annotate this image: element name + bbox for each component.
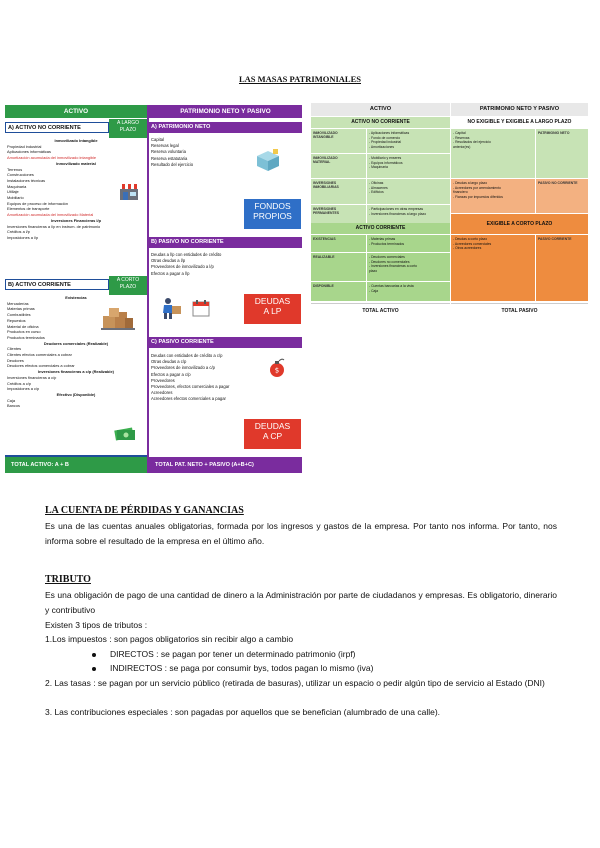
list-item: Inversiones financieras a c/p xyxy=(7,374,57,380)
tag-corto-line2: PLAZO xyxy=(119,283,137,290)
table-row-label-line: INMOVILIZADO xyxy=(313,131,338,135)
table-item: - Participaciones en otras empresas xyxy=(369,207,424,211)
bullet-directos xyxy=(92,647,356,662)
list-item: Reserva voluntaria xyxy=(151,149,186,155)
table-item: - Capital xyxy=(453,131,466,135)
table-item: - Cuentas bancarias a la vista xyxy=(369,284,414,288)
list-item: Créditos a c/p xyxy=(7,380,32,386)
list-item: Terrenos xyxy=(7,166,23,172)
total-activo: TOTAL ACTIVO: A + B xyxy=(5,457,147,473)
list-item: Mobiliario xyxy=(7,195,24,201)
list-item: Amortización acumulada del inmovilizado Material xyxy=(7,212,94,218)
table-nexig-header: NO EXIGIBLE Y EXIGIBLE A LARGO PLAZO xyxy=(451,117,588,128)
bullet-indirectos-text: INDIRECTOS : se paga por consumir bys, todos pagan lo mismo (iva) xyxy=(110,663,374,673)
list-item: Instalaciones técnicas xyxy=(7,177,46,183)
list-item: Efectos a pagar a l/p xyxy=(151,270,190,276)
table-item: anterior(es) xyxy=(453,144,471,149)
boxes-icon xyxy=(101,306,135,332)
heading-cuenta-pyg: LA CUENTA DE PÉRDIDAS Y GANANCIAS xyxy=(45,505,244,516)
table-item: - Productos terminados xyxy=(369,241,405,246)
list-item: Construcciones xyxy=(7,172,34,178)
masas-table xyxy=(311,103,588,319)
table-row-label xyxy=(311,179,366,204)
bullet-dot xyxy=(92,653,96,657)
table-item: - Equipos informáticos xyxy=(369,160,403,165)
list-item: Resultado del ejercicio xyxy=(151,161,194,167)
table-item: - Almacenes xyxy=(369,185,388,190)
table-row-label-line: INTANGIBLE xyxy=(313,135,334,140)
list-item: Imposiciones a c/p xyxy=(7,386,40,392)
ac-title: B) ACTIVO CORRIENTE xyxy=(5,279,109,290)
list-item: Deudas con entidades de crédito a c/p xyxy=(151,353,223,358)
table-item: - Deudores comerciales xyxy=(369,255,405,259)
table-row-items xyxy=(367,154,450,178)
pc-title: C) PASIVO CORRIENTE xyxy=(149,337,302,348)
table-row-items xyxy=(367,179,450,204)
table-pn-label: PATRIMONIO NETO xyxy=(536,129,588,178)
money-icon xyxy=(113,426,137,442)
tag-largo-line2: PLAZO xyxy=(119,126,137,133)
table-pc-label: PASIVO CORRIENTE xyxy=(536,235,588,301)
table-row-items xyxy=(367,253,450,281)
list-item: Maquinaria xyxy=(7,183,27,189)
table-pc-items xyxy=(451,235,535,301)
paragraph-cuenta-pyg: Es una de las cuentas anuales obligatorias, formada por los ingresos y gastos de la empresa. Por tanto nos informa. Por tanto, nos informa sobre el resultado de la empresa en el último año. xyxy=(45,521,557,546)
table-row-items xyxy=(367,129,450,153)
list-item: Repuestos xyxy=(7,317,26,323)
table-row-label xyxy=(311,235,366,252)
table-item: financiero xyxy=(453,190,468,195)
list-item: Mercaderías xyxy=(7,300,29,306)
pn-title: A) PATRIMONIO NETO xyxy=(149,122,302,133)
deudas-cp-box xyxy=(244,419,301,449)
list-item: Proveedores de inmovilizado a c/p xyxy=(151,365,216,371)
pnc-title: B) PASIVO NO CORRIENTE xyxy=(149,237,302,248)
table-row-label xyxy=(311,253,366,281)
deudas-cp-line2: A CP xyxy=(262,431,283,441)
table-item: - Acreedores por arrendamiento xyxy=(453,185,501,190)
table-item: - Fianzas por impuestos diferidos xyxy=(453,194,503,199)
table-ac-header: ACTIVO CORRIENTE xyxy=(311,223,450,234)
table-row-label-line: INVERSIONES xyxy=(313,207,337,211)
list-item: Otras deudas a l/p xyxy=(151,258,186,264)
list-heading: Existencias xyxy=(65,295,87,300)
table-pnc-items xyxy=(451,179,535,213)
list-item: Proveedores xyxy=(151,377,175,383)
list-item: Amortización acumulada del inmovilizado intangible xyxy=(7,155,97,161)
deudas-lp-line2: A LP xyxy=(263,306,282,316)
table-item: - Mobiliario y enseres xyxy=(369,156,402,160)
list-item: Deudas a l/p con entidades de crédito xyxy=(151,252,222,257)
list-item: Aplicaciones informáticas xyxy=(7,149,51,155)
bullet-directos-text: DIRECTOS : se pagan por tener un determinado patrimonio (irpf) xyxy=(110,649,356,659)
masas-infographic xyxy=(5,105,302,473)
table-row-items xyxy=(367,282,450,301)
table-row-label-line: PERMANENTES xyxy=(313,211,339,216)
bullet-dot xyxy=(92,667,96,671)
table-item: - Reservas xyxy=(453,135,470,140)
list-item: Material de oficina xyxy=(7,323,39,329)
list-heading: Inmovilizado Intangible xyxy=(54,138,98,143)
list-item: Utillaje xyxy=(7,189,19,195)
list-item: Proveedores de inmovilizado a l/p xyxy=(151,264,214,270)
pnc-list xyxy=(151,252,301,277)
table-row-label xyxy=(311,282,366,301)
tag-largo-plazo xyxy=(109,119,147,138)
list-item: Bancos xyxy=(7,403,20,409)
list-item: Elementos de transporte xyxy=(7,206,50,212)
list-item: Productos en curso xyxy=(7,329,41,335)
list-heading: Inversiones Financieras l/p xyxy=(51,217,101,223)
table-item: - Otros acreedores xyxy=(453,246,482,251)
anc-title: A) ACTIVO NO CORRIENTE xyxy=(5,122,109,133)
table-pn-items xyxy=(451,129,535,178)
list-item: Caja xyxy=(7,397,16,403)
table-row-label xyxy=(311,205,366,225)
table-item: - Fondo de comercio xyxy=(369,135,401,140)
pn-list xyxy=(151,137,247,168)
total-pasivo: TOTAL PAT. NETO + PASIVO (A+B+C) xyxy=(149,457,302,473)
line-impuestos: 1.Los impuestos : son pagos obligatorios sin recibir algo a cambio xyxy=(45,634,294,644)
list-item: Otras deudas a c/p xyxy=(151,359,187,365)
list-item: Combustibles xyxy=(7,312,31,318)
table-header-activo: ACTIVO xyxy=(311,103,450,116)
table-item: - Deudas a corto plazo xyxy=(453,237,488,241)
pasivo-header: PATRIMONIO NETO Y PASIVO xyxy=(149,105,302,118)
table-header-pasivo: PATRIMONIO NETO Y PASIVO xyxy=(451,103,588,116)
calendar-icon xyxy=(192,299,210,317)
deudas-lp-box xyxy=(244,294,301,324)
table-row-label-line: MATERIAL xyxy=(313,160,331,165)
list-item: Imposiciones a l/p xyxy=(7,234,39,240)
list-item: Acreedores efectos comerciales a pagar xyxy=(151,396,226,402)
deudas-lp-line1: DEUDAS xyxy=(254,296,291,306)
list-item: Clientes xyxy=(7,346,22,352)
table-item: - Materias primas xyxy=(369,237,396,241)
table-row-label-line: EXISTENCIAS xyxy=(313,237,336,241)
tag-corto-line1: A CORTO xyxy=(116,277,140,283)
person-carrying-icon xyxy=(158,297,182,319)
table-item: - Caja xyxy=(369,288,379,293)
table-item: - Resultados del ejercicio xyxy=(453,140,491,145)
paragraph-tributo: Es una obligación de pago de una cantidad de dinero a la Administración por parte de ciudadanos y empresas. Es obligatorio, dinerario y contributivo xyxy=(45,590,557,615)
table-item: - Propiedad industrial xyxy=(369,140,402,145)
svg-text:$: $ xyxy=(274,366,280,375)
fondos-line1: FONDOS xyxy=(254,201,291,211)
bomb-icon xyxy=(267,357,287,379)
list-item: Deudores xyxy=(7,357,24,363)
tag-corto-plazo xyxy=(109,276,147,295)
table-item: - Amortizaciones xyxy=(369,144,395,149)
list-item: Reservas legal xyxy=(151,143,179,149)
list-item: Acreedores xyxy=(151,390,173,396)
deudas-cp-line1: DEUDAS xyxy=(254,421,291,431)
list-item: Clientes efectos comerciales a cobrar xyxy=(7,352,72,358)
list-heading: Deudores comerciales (Realizable) xyxy=(43,340,109,346)
heading-tributo: TRIBUTO xyxy=(45,574,91,585)
fondos-line2: PROPIOS xyxy=(253,211,292,221)
table-row-label-line: INMOVILIZADO xyxy=(313,156,338,160)
table-row-label xyxy=(311,154,366,178)
column-divider xyxy=(147,105,149,473)
list-item: Proveedores, efectos comerciales a pagar xyxy=(151,384,230,390)
table-item: - Oficinas xyxy=(369,181,384,185)
shop-icon xyxy=(118,181,140,201)
list-heading: Inversiones financieras a c/p (Realizable) xyxy=(38,369,114,375)
line-existen: Existen 3 tipos de tributos : xyxy=(45,620,148,630)
table-row-items xyxy=(367,205,450,225)
table-total-activo: TOTAL ACTIVO xyxy=(311,303,450,317)
list-item: Créditos a l/p xyxy=(7,229,30,235)
table-pnc-label: PASIVO NO CORRIENTE xyxy=(536,179,588,213)
table-row-items xyxy=(367,235,450,252)
list-heading: Efectivo (Disponible) xyxy=(56,391,96,397)
paragraph-tasas: 2. Las tasas : se pagan por un servicio público (retirada de basuras), utilizar un espacio o pedir algún tipo de servicio al Estado (DNI) xyxy=(45,678,545,688)
table-row-label-line: INVERSIONES xyxy=(313,181,337,185)
table-row-label-line: REALIZABLE xyxy=(313,255,335,259)
list-item: Materias primas xyxy=(7,306,35,312)
list-heading: Inmovilizado material xyxy=(56,160,96,166)
activo-header: ACTIVO xyxy=(5,105,147,118)
table-item: - Inversiones financieras a corto xyxy=(369,264,418,269)
table-item: - Aplicaciones informáticas xyxy=(369,131,410,135)
table-item: - Inversiones financieras a largo plazo xyxy=(369,211,427,216)
table-exig-header: EXIGIBLE A CORTO PLAZO xyxy=(451,214,588,234)
table-anc-header: ACTIVO NO CORRIENTE xyxy=(311,117,450,128)
page-title: LAS MASAS PATRIMONIALES xyxy=(238,74,361,84)
table-item: - Acreedores comerciales xyxy=(453,241,492,246)
list-item: Reserva estatutaria xyxy=(151,155,188,161)
table-item: - Deudores no comerciales xyxy=(369,259,410,264)
table-row-label xyxy=(311,129,366,153)
list-item: Deudores efectos comerciales a cobrar xyxy=(7,363,75,369)
list-item: Inversiones financieras a l/p en instrum. de patrimonio xyxy=(7,223,101,229)
list-item: Productos terminados xyxy=(7,334,45,340)
table-item: - Edificios xyxy=(369,190,384,195)
table-row-label-line: DISPONIBLE xyxy=(313,284,334,288)
list-item: Efectos a pagar a c/p xyxy=(151,371,191,377)
table-item: - Deudas a largo plazo xyxy=(453,181,488,185)
table-total-pasivo: TOTAL PASIVO xyxy=(451,303,588,317)
list-item: Capital xyxy=(151,137,165,142)
boxes-stack-icon xyxy=(255,149,281,173)
list-item: Propiedad industrial xyxy=(7,143,42,149)
fondos-propios-box xyxy=(244,199,301,229)
bullet-indirectos xyxy=(92,661,373,676)
table-item: - Maquinaria xyxy=(369,165,388,170)
tag-largo-line1: A LARGO xyxy=(117,120,139,126)
table-item: plazo xyxy=(369,268,378,273)
table-row-label-line: INMOBILIARIAS xyxy=(313,185,339,190)
line-contribuciones: 3. Las contribuciones especiales : son pagadas por aquellos que se benefician (alumbrado de una calle). xyxy=(45,707,441,717)
list-item: Equipos de proceso de información xyxy=(7,200,68,206)
